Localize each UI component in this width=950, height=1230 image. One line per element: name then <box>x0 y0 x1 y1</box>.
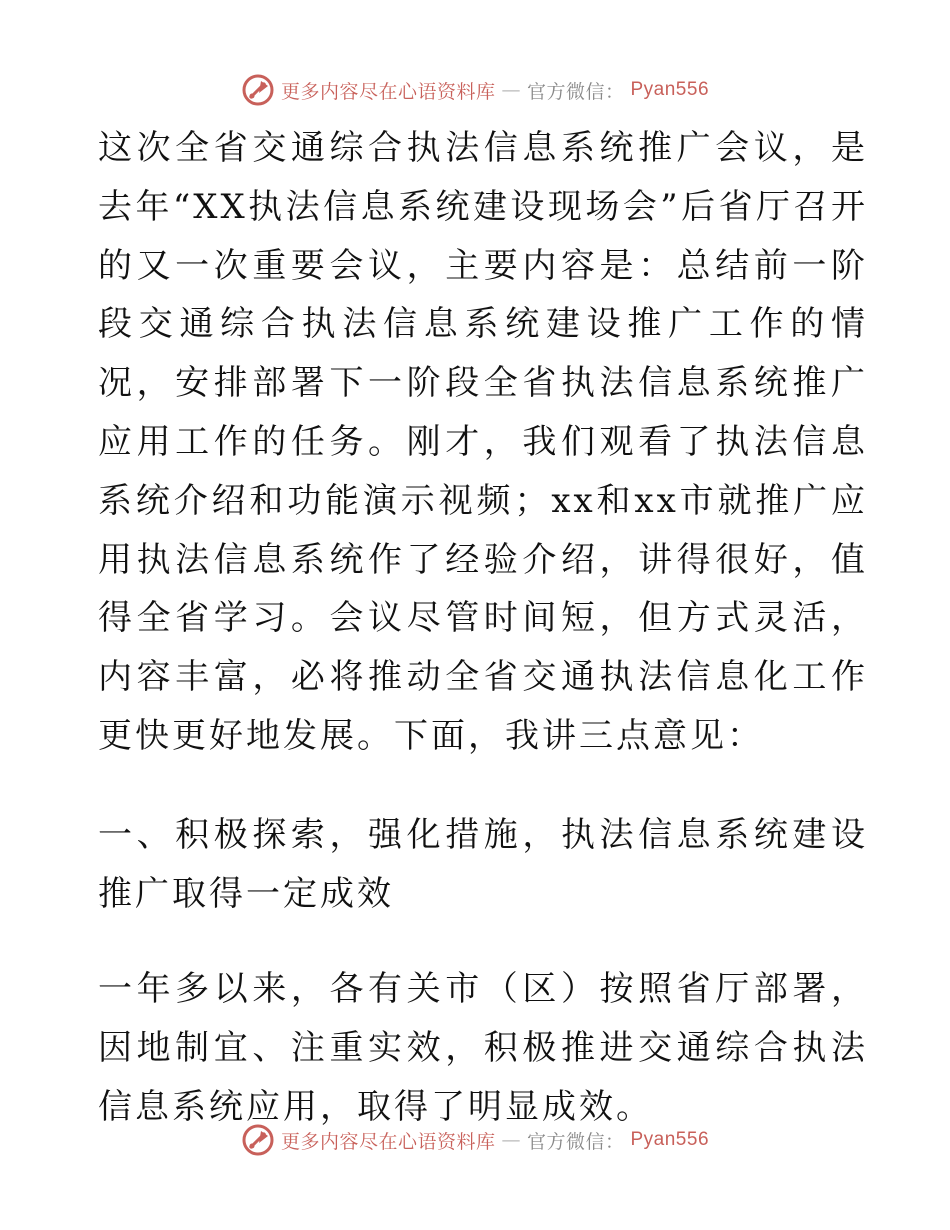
watermark-brand-text: 更多内容尽在心语资料库 <box>280 80 496 103</box>
document-body <box>98 119 868 1137</box>
section-one-paragraph: 一年多以来，各有关市（区）按照省厅部署，因地制宜、注重实效，积极推进交通综合执法信息系统应用，取得了明显成效。 <box>98 969 868 1127</box>
watermark-wechat-id: Pyan556 <box>630 1129 710 1150</box>
watermark-dash: — <box>501 1129 521 1151</box>
section-heading-one: 一、积极探索，强化措施，执法信息系统建设推广取得一定成效 <box>98 814 868 914</box>
brand-logo-icon <box>241 1123 275 1157</box>
intro-paragraph: 这次全省交通综合执法信息系统推广会议，是去年“XX执法信息系统建设现场会”后省厅召开的又一次重要会议，主要内容是：总结前一阶段交通综合执法信息系统建设推广工作的情况，安排部署下一阶段全省执法信息系统推广应用工作的任务。刚才，我们观看了执法信息系统介绍和功能演示视频；xx和xx市就推广应用执法信息系统作了经验介绍，讲得很好，值得全省学习。会议尽管时间短，但方式灵活，内容丰富，必将推动全省交通执法信息化工作更快更好地发展。下面，我讲三点意见： <box>98 128 868 756</box>
brand-logo-icon <box>241 73 275 107</box>
header-watermark <box>0 70 950 110</box>
footer-watermark <box>0 1120 950 1160</box>
watermark-brand-text: 更多内容尽在心语资料库 <box>280 1130 496 1153</box>
watermark-wechat-label: 官方微信： <box>526 1130 625 1153</box>
watermark-wechat-id: Pyan556 <box>630 79 710 100</box>
watermark-wechat-label: 官方微信： <box>526 80 625 103</box>
watermark-dash: — <box>501 79 521 101</box>
